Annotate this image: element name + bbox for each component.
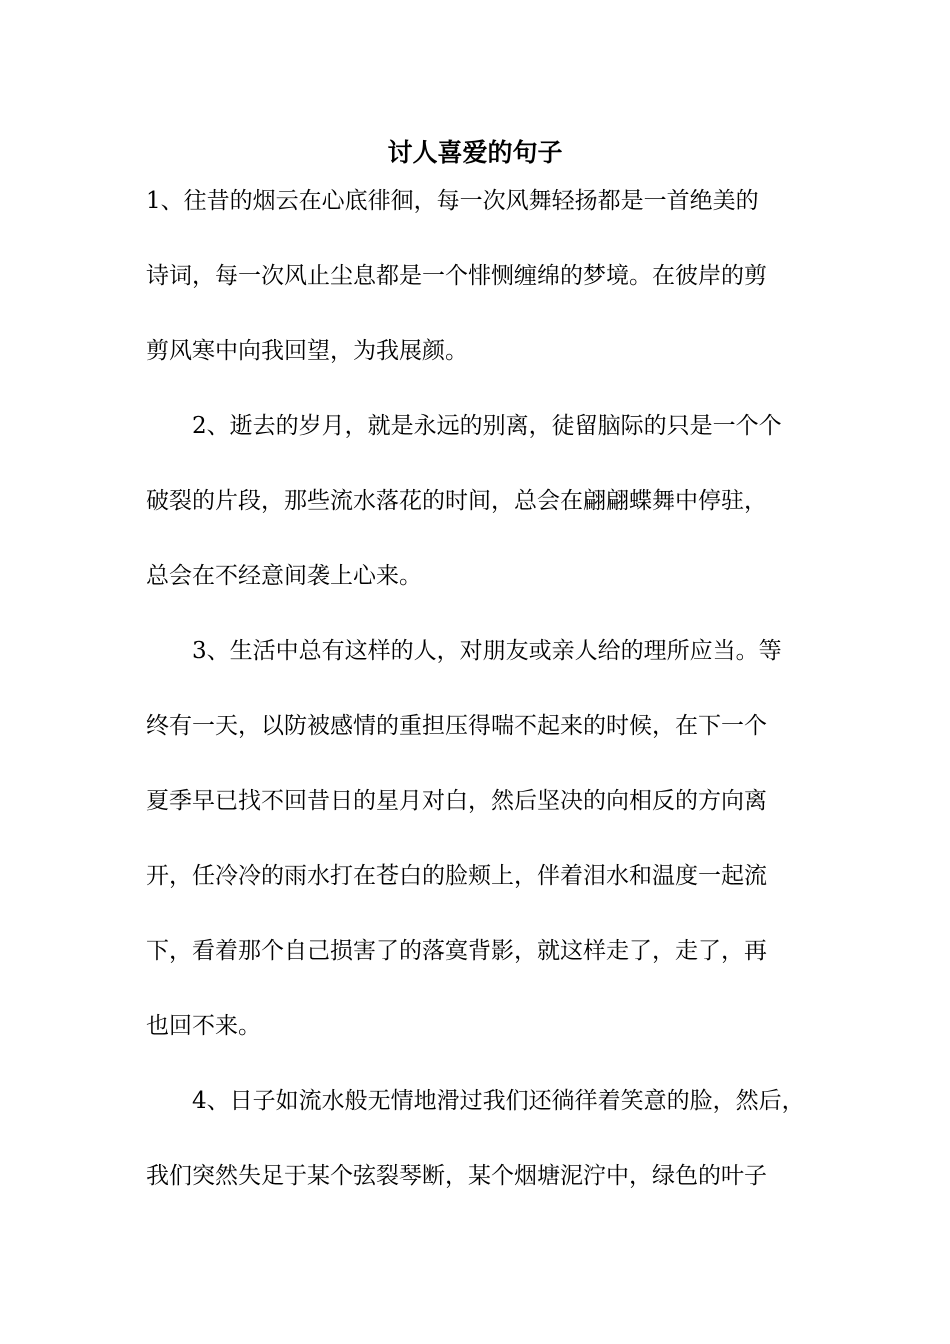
paragraph-line: 1、往昔的烟云在心底徘徊，每一次风舞轻扬都是一首绝美的	[146, 188, 759, 214]
paragraph-line: 破裂的片段，那些流水落花的时间，总会在翩翩蝶舞中停驻，	[146, 488, 767, 514]
paragraph-line: 总会在不经意间袭上心来。	[146, 563, 422, 589]
paragraph-line: 剪风寒中向我回望，为我展颜。	[146, 338, 468, 364]
paragraph-line: 夏季早已找不回昔日的星月对白，然后坚决的向相反的方向离	[146, 788, 767, 814]
paragraph-line: 下，看着那个自己损害了的落寞背影，就这样走了，走了，再	[146, 938, 767, 964]
document-title: 讨人喜爱的句子	[387, 138, 563, 167]
paragraph-line: 开，任冷冷的雨水打在苍白的脸颊上，伴着泪水和温度一起流	[146, 863, 767, 889]
paragraph-line: 4、日子如流水般无情地滑过我们还徜徉着笑意的脸，然后，	[146, 1088, 805, 1114]
paragraph-line: 也回不来。	[146, 1013, 261, 1039]
paragraph-line: 诗词，每一次风止尘息都是一个悱恻缠绵的梦境。在彼岸的剪	[146, 263, 767, 289]
paragraph-line: 我们突然失足于某个弦裂琴断，某个烟塘泥泞中，绿色的叶子	[146, 1163, 767, 1189]
paragraph-line: 3、生活中总有这样的人，对朋友或亲人给的理所应当。等	[146, 638, 782, 664]
paragraph-line: 终有一天，以防被感情的重担压得喘不起来的时候，在下一个	[146, 713, 767, 739]
paragraph-line: 2、逝去的岁月，就是永远的别离，徒留脑际的只是一个个	[146, 413, 782, 439]
